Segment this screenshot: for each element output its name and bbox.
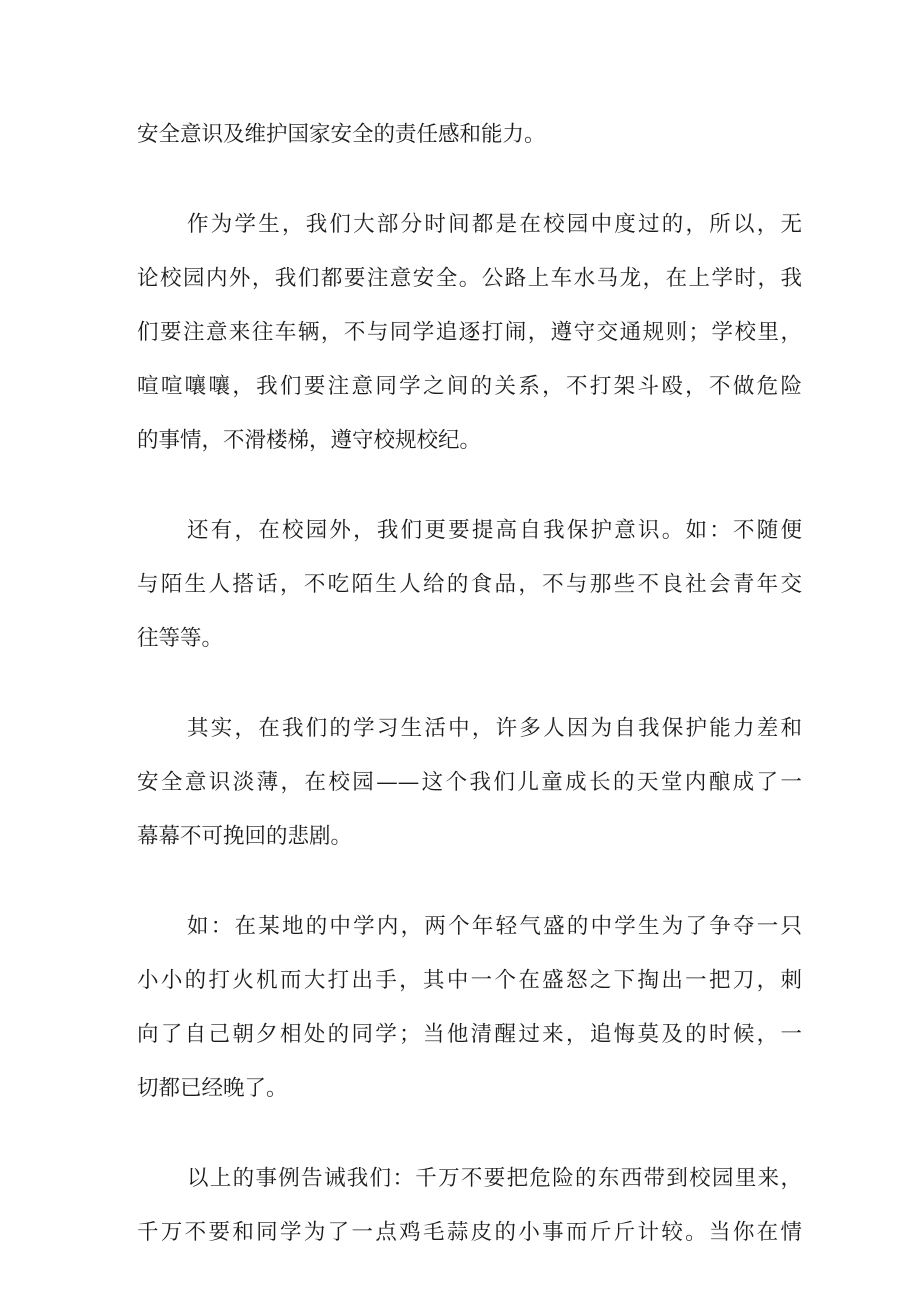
- paragraph-gap: [137, 670, 802, 706]
- paragraph-gap: [137, 1120, 802, 1156]
- paragraph-3-line-2: 与陌生人搭话，不吃陌生人给的食品，不与那些不良社会青年交: [137, 572, 802, 597]
- paragraph-3-line-1: 还有，在校园外，我们更要提高自我保护意识。如：不随便: [187, 518, 802, 543]
- paragraph-5-line-1: 如：在某地的中学内，两个年轻气盛的中学生为了争夺一只: [187, 914, 802, 939]
- paragraph-5-line-4: 切都已经晚了。: [137, 1076, 288, 1101]
- paragraph-5-line-3: 向了自己朝夕相处的同学；当他清醒过来，追悔莫及的时候，一: [137, 1022, 802, 1047]
- paragraph-5-line-2: 小小的打火机而大打出手，其中一个在盛怒之下掏出一把刀，刺: [137, 968, 802, 993]
- paragraph-4-line-3: 幕幕不可挽回的悲剧。: [137, 824, 353, 849]
- paragraph-4-line-2: 安全意识淡薄，在校园——这个我们儿童成长的天堂内酿成了一: [137, 770, 802, 795]
- document-body: [137, 112, 802, 1264]
- paragraph-6-line-2: 千万不要和同学为了一点鸡毛蒜皮的小事而斤斤计较。当你在情: [137, 1220, 802, 1245]
- paragraph-2-line-4: 喧喧嚷嚷，我们要注意同学之间的关系，不打架斗殴，不做危险: [137, 374, 802, 399]
- paragraph-2-line-3: 们要注意来往车辆，不与同学追逐打闹，遵守交通规则；学校里，: [137, 320, 802, 345]
- paragraph-gap: [137, 868, 802, 904]
- paragraph-3-line-3: 往等等。: [137, 626, 224, 651]
- paragraph-2-line-2: 论校园内外，我们都要注意安全。公路上车水马龙，在上学时，我: [137, 266, 802, 291]
- paragraph-6-line-1: 以上的事例告诫我们：千万不要把危险的东西带到校园里来，: [187, 1166, 802, 1191]
- paragraph-4-line-1: 其实，在我们的学习生活中，许多人因为自我保护能力差和: [187, 716, 802, 741]
- paragraph-2-line-5: 的事情，不滑楼梯，遵守校规校纪。: [137, 428, 482, 453]
- paragraph-gap: [137, 472, 802, 508]
- paragraph-gap: [137, 166, 802, 202]
- paragraph-1-line-1: 安全意识及维护国家安全的责任感和能力。: [137, 122, 546, 147]
- paragraph-2-line-1: 作为学生，我们大部分时间都是在校园中度过的，所以，无: [187, 212, 802, 237]
